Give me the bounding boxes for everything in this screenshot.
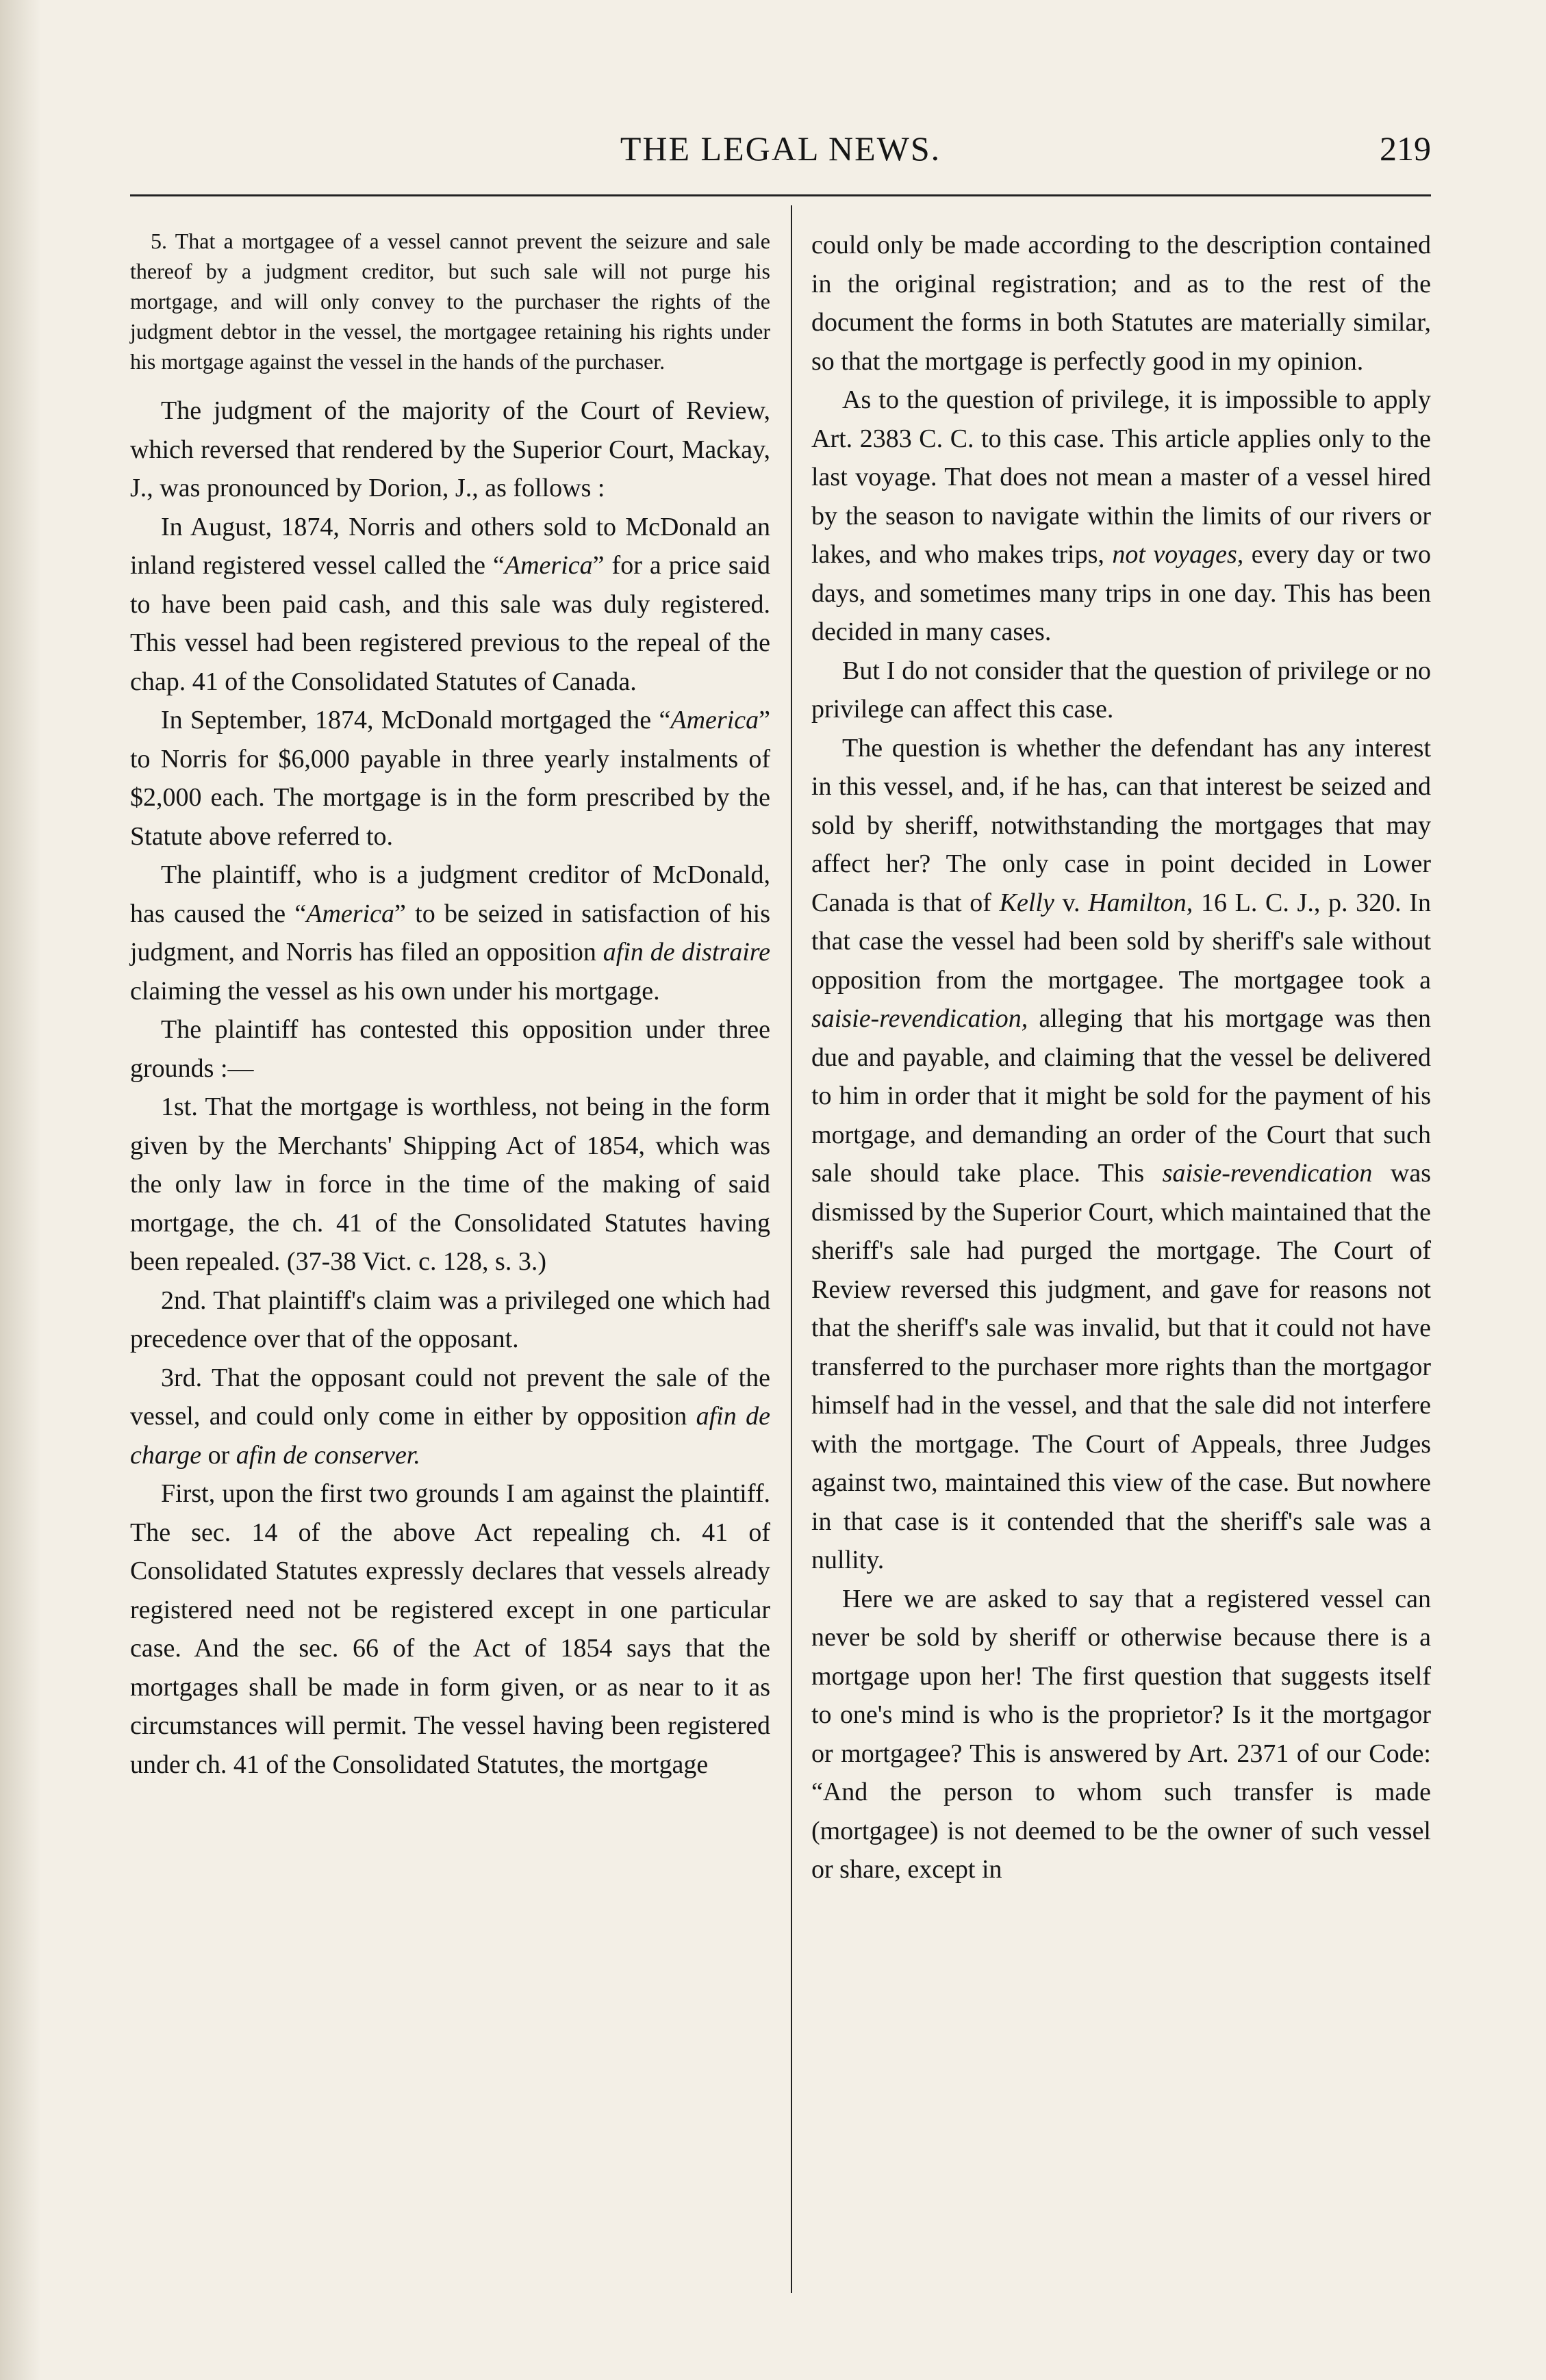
case-name: Hamilton,	[1088, 888, 1193, 917]
legal-term: saisie-revendication,	[811, 1004, 1028, 1033]
paragraph-second-ground: 2nd. That plaintiff's claim was a privileged one which had precedence over that of the opposant.	[130, 1285, 770, 1353]
legal-term: afin de charge	[130, 1402, 771, 1470]
paragraph-privilege: As to the question of privilege, it is impossible to apply Art. 2383 C. C. to this case. This article applies only to the last voyage. That does not mean a master of a vessel hired by the season to navigate within the limits of our rivers or lakes, and who makes trips, not voyages, every day or two days, and sometimes many trips in one day. This has been decided in many cases.	[811, 385, 1431, 646]
page-header	[130, 129, 1431, 177]
paragraph-first-upon: First, upon the first two grounds I am against the plaintiff. The sec. 14 of the above Act repealing ch. 41 of Consolidated Statutes expressly declares that vessels already registered need not be registered except in one particular case. And the sec. 66 of the Act of 1854 says that the mortgages shall be made in form given, or as near to it as circumstances will permit. The vessel having been registered under ch. 41 of the Consolidated Statutes, the mortgage	[130, 1479, 770, 1779]
headnote-5: 5. That a mortgagee of a vessel cannot prevent the seizure and sale thereof by a judgment creditor, but such sale will not purge his mortgage, and will only convey to the purchaser the rights of the judgment debtor in the vessel, the mortgagee retaining his rights under his mortgage against the vessel in the hands of the purchaser.	[130, 229, 770, 374]
case-name: Kelly	[999, 888, 1054, 917]
paragraph-september: In September, 1874, McDonald mortgaged the “America” to Norris for $6,000 payable in three yearly instalments of $2,000 each. The mortgage is in the form prescribed by the Statute above referred to.	[130, 706, 770, 851]
paragraph-plaintiff: The plaintiff, who is a judgment creditor of McDonald, has caused the “America” to be seized in satisfaction of his judgment, and Norris has filed an opposition afin de distraire claiming the vessel as his own under his mortgage.	[130, 860, 770, 1006]
paragraph-grounds: The plaintiff has contested this opposition under three grounds :—	[130, 1015, 770, 1083]
vessel-name: America	[670, 706, 759, 734]
paragraph-third-ground: 3rd. That the opposant could not prevent the sale of the vessel, and could only come in either by opposition afin de charge or afin de conserver.	[130, 1363, 771, 1470]
left-column	[130, 226, 770, 1784]
paragraph-registered-vessel: Here we are asked to say that a registered vessel can never be sold by sheriff or otherwise because there is a mortgage upon her! The first question that suggests itself to one's mind is who is the proprietor? Is it the mortgagor or mortgagee? This is answered by Art. 2371 of our Code: “And the person to whom such transfer is made (mortgagee) is not deemed to be the owner of such vessel or share, except in	[811, 1584, 1431, 1884]
column-divider	[791, 205, 792, 2293]
emphasis: not voyages,	[1112, 540, 1244, 569]
header-rule	[130, 194, 1431, 196]
vessel-name: America	[306, 899, 394, 928]
legal-term: afin de distraire	[603, 938, 770, 967]
paragraph-continued: could only be made according to the description contained in the original registration; and as to the rest of the document the forms in both Statutes are materially similar, so that the mortgage is perfectly good in my opinion.	[811, 231, 1431, 376]
paragraph-august: In August, 1874, Norris and others sold to McDonald an inland registered vessel called the “America” for a price said to have been paid cash, and this sale was duly registered. This vessel had been registered previous to the repeal of the chap. 41 of the Consolidated Statutes of Canada.	[130, 512, 770, 696]
right-column	[811, 226, 1431, 1889]
legal-term: saisie-revendication	[1162, 1159, 1373, 1188]
page-number: 219	[1380, 129, 1431, 168]
legal-term: afin de conserver.	[236, 1440, 420, 1470]
paragraph-no-privilege: But I do not consider that the question of privilege or no privilege can affect this case.	[811, 656, 1431, 724]
paragraph-first-ground: 1st. That the mortgage is worthless, not being in the form given by the Merchants' Shipping Act of 1854, which was the only law in force in the time of the making of said mortgage, the ch. 41 of the Consolidated Statutes having been repealed. (37-38 Vict. c. 128, s. 3.)	[130, 1092, 770, 1276]
paragraph-question: The question is whether the defendant has any interest in this vessel, and, if he has, can that interest be seized and sold by sheriff, notwithstanding the mortgages that may affect her? The only case in point decided in Lower Canada is that of Kelly v. Hamilton, 16 L. C. J., p. 320. In that case the vessel had been sold by sheriff's sale without opposition from the mortgagee. The mortgagee took a saisie-revendication, alleging that his mortgage was then due and payable, and claiming that the vessel be delivered to him in order that it might be sold for the payment of his mortgage, and demanding an order of the Court that such sale should take place. This saisie-revendication was dismissed by the Superior Court, which maintained that the sheriff's sale had purged the mortgage. The Court of Review reversed this judgment, and gave for reasons not that the sheriff's sale was invalid, but that it could not have transferred to the purchaser more rights than the mortgagor himself had in the vessel, and that the sale did not interfere with the mortgage. The Court of Appeals, three Judges against two, maintained this view of the case. But nowhere in that case is it contended that the sheriff's sale was a nullity.	[811, 733, 1431, 1574]
vessel-name: America	[504, 551, 593, 580]
running-title: THE LEGAL NEWS.	[620, 129, 941, 168]
paragraph-judgment: The judgment of the majority of the Court of Review, which reversed that rendered by the Superior Court, Mackay, J., was pronounced by Dorion, J., as follows :	[130, 396, 770, 502]
page-edge	[0, 0, 41, 2380]
